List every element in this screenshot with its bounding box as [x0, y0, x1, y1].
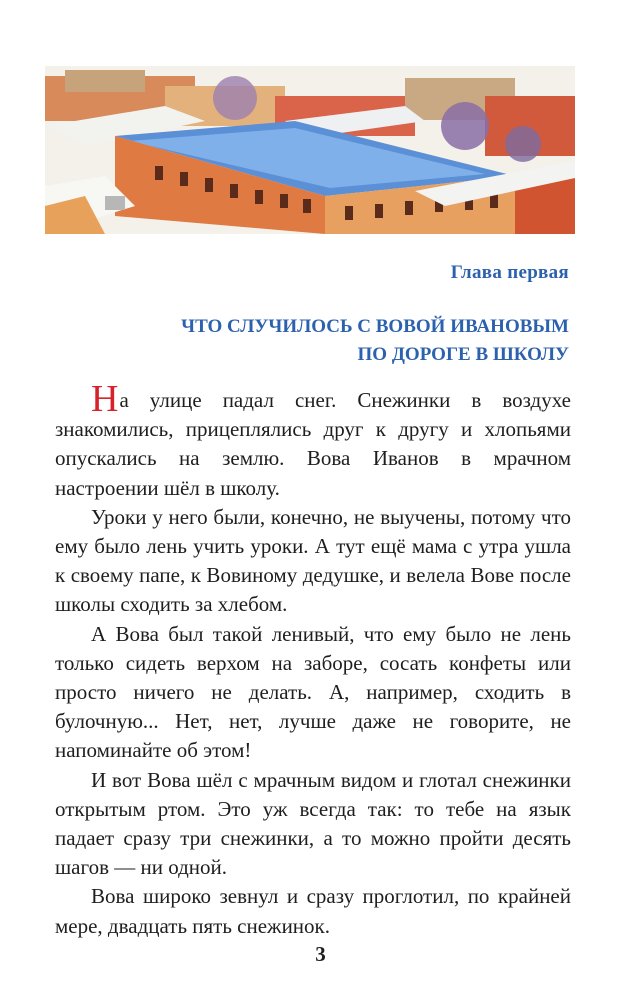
chapter-body-text — [55, 378, 571, 941]
paragraph-3: А Вова был такой ленивый, что ему было не лень только сидеть верхом на заборе, сосать конфеты или просто ничего не делать. А, например, сходить в булочную... Нет, нет, лучше даже не говорите, не напоминайте об этом! — [55, 621, 571, 763]
drop-cap: Н — [91, 378, 119, 420]
paragraph-5: Вова широко зевнул и сразу проглотил, по крайней мере, двадцать пять снежинок. — [55, 884, 571, 938]
page-number: 3 — [315, 942, 326, 966]
chapter-title-line-1: ЧТО СЛУЧИЛОСЬ С ВОВОЙ ИВАНОВЫМ — [181, 316, 569, 337]
chapter-label: Глава первая — [450, 262, 569, 283]
paragraph-1 — [55, 378, 571, 503]
chapter-title-line-2: ПО ДОРОГЕ В ШКОЛУ — [357, 344, 569, 365]
snowy-rooftops-illustration — [45, 66, 575, 234]
rooftops-painting — [45, 66, 575, 234]
chapter-title — [69, 313, 569, 369]
paragraph-4: И вот Вова шёл с мрачным видом и глотал снежинки открытым ртом. Это уж всегда так: то тебе на язык падает сразу три снежинки, а то можно пройти десять шагов — ни одной. — [55, 767, 571, 880]
paragraph-1-text: а улице падал снег. Снежинки в воздухе знакомились, прицеплялись друг к другу и хлопьями опускались на землю. Вова Иванов в мрачном настроении шёл в школу. — [55, 388, 571, 500]
paragraph-2: Уроки у него были, конечно, не выучены, потому что ему было лень учить уроки. А тут ещё мама с утра ушла к своему папе, к Вовиному дедушке, и велела Вове после школы сходить за хлебом. — [55, 504, 571, 617]
